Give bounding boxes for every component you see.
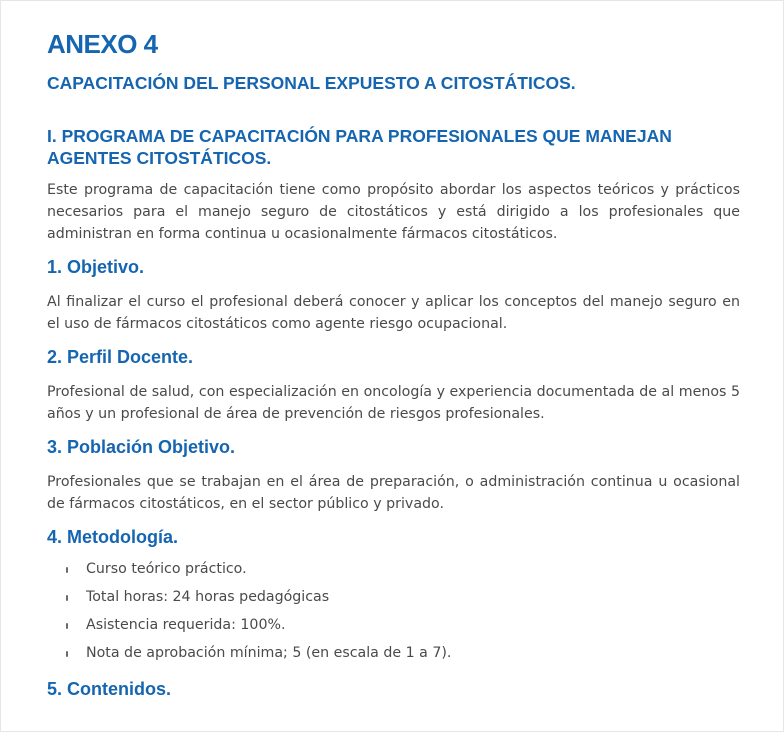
perfil-heading: 2. Perfil Docente.	[47, 347, 194, 367]
bullet-icon	[66, 595, 68, 601]
list-item-text: Curso teórico práctico.	[86, 561, 247, 577]
list-item	[47, 639, 740, 667]
section-intro: Este programa de capacitación tiene como propósito abordar los aspectos teóricos y prácticos necesarios para el manejo seguro de citostáticos y está dirigido a los profesionales que administran en forma continua u ocasionalmente fármacos citostáticos.	[47, 182, 740, 242]
list-item-text: Asistencia requerida: 100%.	[86, 617, 286, 633]
poblacion-text: Profesionales que se trabajan en el área de preparación, o administración continua u ocasional de fármacos citostáticos, en el sector público y privado.	[47, 474, 740, 512]
metodologia-heading: 4. Metodología.	[47, 527, 179, 547]
bullet-icon	[66, 567, 68, 573]
bullet-icon	[66, 623, 68, 629]
section-title: I. PROGRAMA DE CAPACITACIÓN PARA PROFESIONALES QUE MANEJAN AGENTES CITOSTÁTICOS.	[47, 126, 672, 168]
metodologia-list	[47, 555, 740, 667]
perfil-text: Profesional de salud, con especialización en oncología y experiencia documentada de al menos 5 años y un profesional de área de prevención de riesgos profesionales.	[47, 384, 740, 422]
list-item	[47, 611, 740, 639]
annex-title: ANEXO 4	[47, 29, 158, 59]
list-item	[47, 583, 740, 611]
document-content	[47, 27, 740, 701]
annex-subtitle: CAPACITACIÓN DEL PERSONAL EXPUESTO A CITOSTÁTICOS.	[47, 73, 576, 93]
bullet-icon	[66, 651, 68, 657]
objetivo-heading: 1. Objetivo.	[47, 257, 145, 277]
contenidos-heading: 5. Contenidos.	[47, 679, 172, 699]
list-item-text: Nota de aprobación mínima; 5 (en escala de 1 a 7).	[86, 645, 452, 661]
list-item	[47, 555, 740, 583]
list-item-text: Total horas: 24 horas pedagógicas	[86, 589, 330, 605]
poblacion-heading: 3. Población Objetivo.	[47, 437, 236, 457]
objetivo-text: Al finalizar el curso el profesional deberá conocer y aplicar los conceptos del manejo seguro en el uso de fármacos citostáticos como agente riesgo ocupacional.	[47, 294, 740, 332]
